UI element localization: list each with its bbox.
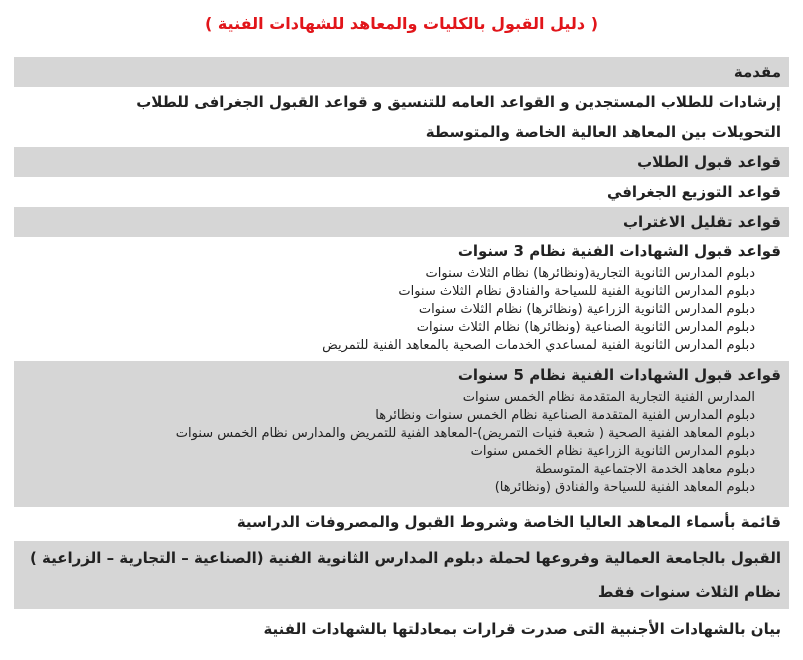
section-five-year [14,361,789,507]
list-item[interactable]: دبلوم المدارس الثانوية الزراعية نظام الخمس سنوات [470,444,755,459]
section-intro[interactable]: مقدمة [14,57,789,87]
section-foreign-certificates[interactable]: بيان بالشهادات الأجنبية التى صدرت قرارات بمعادلتها بالشهادات الفنية [263,620,781,638]
section-guidance[interactable]: إرشادات للطلاب المستجدين و القواعد العامه للتنسيق و قواعد القبول الجغرافى للطلاب [136,93,781,111]
five-year-title[interactable]: قواعد قبول الشهادات الفنية نظام 5 سنوات [457,366,781,384]
section-geo-distribution[interactable]: قواعد التوزيع الجغرافي [606,183,781,201]
five-year-list [22,389,781,497]
section-three-year [14,237,789,361]
list-item[interactable]: دبلوم المدارس الفنية المتقدمة الصناعية نظام الخمس سنوات ونظائرها [375,408,755,423]
list-item[interactable]: دبلوم المدارس الثانوية الزراعية (ونظائرها) نظام الثلاث سنوات [418,302,755,317]
section-institutes-list[interactable]: قائمة بأسماء المعاهد العاليا الخاصة وشروط القبول والمصروفات الدراسية [236,513,781,531]
list-item[interactable]: دبلوم المدارس الثانوية الفنية للسياحة والفنادق نظام الثلاث سنوات [398,284,755,299]
section-workers-university[interactable]: القبول بالجامعة العمالية وفروعها لحملة دبلوم المدارس الثانوية الفنية (الصناعية – التجارية – الزراعية ) نظام الثلاث سنوات فقط [14,541,789,609]
section-admission-rules[interactable]: قواعد قبول الطلاب [14,147,789,177]
list-item[interactable]: دبلوم المعاهد الفنية للسياحة والفنادق (ونظائرها) [494,480,755,495]
list-item[interactable]: دبلوم المعاهد الفنية الصحية ( شعبة فنيات التمريض)-المعاهد الفنية للتمريض والمدارس نظام الخمس سنوات [175,426,755,441]
three-year-list [22,265,781,355]
list-item[interactable]: المدارس الفنية التجارية المتقدمة نظام الخمس سنوات [462,390,755,405]
list-item[interactable]: دبلوم المدارس الثانوية التجارية(ونظائرها) نظام الثلاث سنوات [425,266,755,281]
list-item[interactable]: دبلوم معاهد الخدمة الاجتماعية المتوسطة [535,462,755,477]
page-title: ( دليل القبول بالكليات والمعاهد للشهادات الفنية ) [204,14,599,33]
section-reduce-abroad[interactable]: قواعد تقليل الاغتراب [14,207,789,237]
contents-list [14,57,789,643]
three-year-title[interactable]: قواعد قبول الشهادات الفنية نظام 3 سنوات [457,242,781,260]
list-item[interactable]: دبلوم المدارس الثانوية الفنية لمساعدي الخدمات الصحية بالمعاهد الفنية للتمريض [322,338,755,353]
list-item[interactable]: دبلوم المدارس الثانوية الصناعية (ونظائرها) نظام الثلاث سنوات [416,320,755,335]
section-transfers[interactable]: التحويلات بين المعاهد العالية الخاصة والمتوسطة [425,123,781,141]
